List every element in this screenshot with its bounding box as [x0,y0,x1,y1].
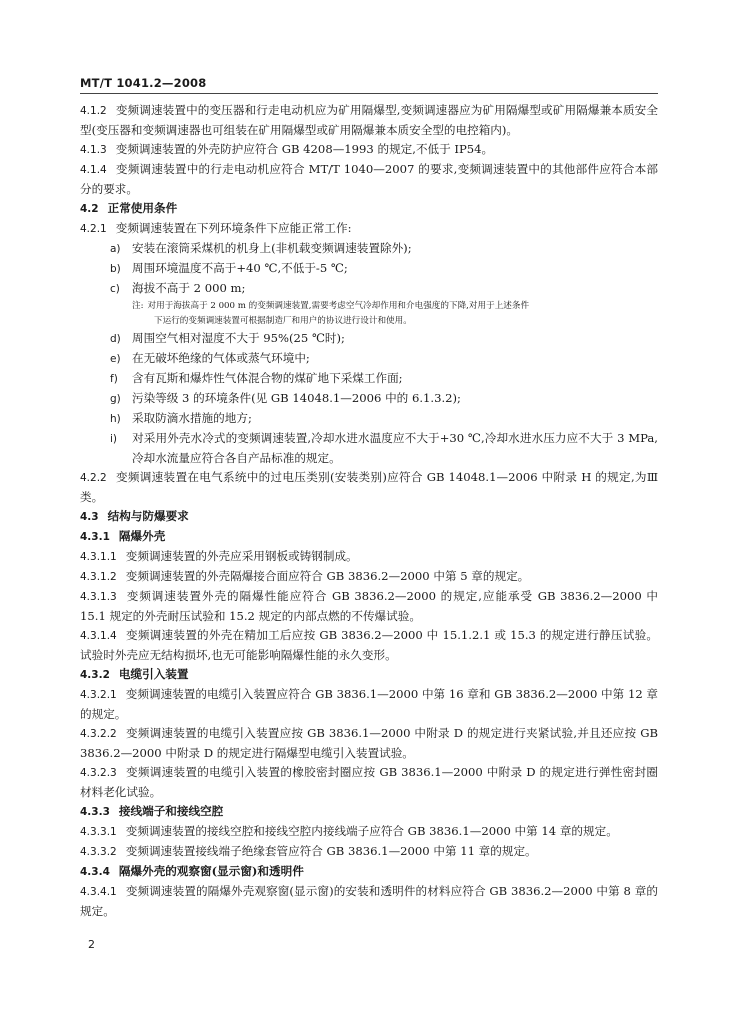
document-id-header: MT/T 1041.2—2008 [80,76,207,90]
clause-text: 变频调速装置的外壳隔爆接合面应符合 GB 3836.2—2000 中第 5 章的规定。 [125,569,530,583]
section-heading [80,527,658,547]
clause-number: 4.3.1.3 [80,591,117,603]
section-number: 4.3.3 [80,806,110,818]
clause-text: 变频调速装置在电气系统中的过电压类别(安装类别)应符合 GB 14048.1—2006 中附录 H 的规定,为Ⅲ类。 [80,470,658,504]
list-item-text: 对采用外壳水冷式的变频调速装置,冷却水进水温度应不大于+30 ℃,冷却水进水压力应不大于 3 MPa,冷却水流量应符合各自产品标准的规定。 [132,431,658,465]
clause-paragraph [80,626,658,665]
section-title: 正常使用条件 [107,201,178,215]
document-body [80,101,658,921]
section-number: 4.3.4 [80,866,110,878]
list-item [80,259,658,279]
clause-number: 4.1.2 [80,105,107,117]
clause-number: 4.1.4 [80,164,107,176]
list-item-label: a) [110,243,121,255]
list-item-text: 周围空气相对湿度不大于 95%(25 ℃时); [132,331,345,345]
list-item [80,239,658,259]
clause-text: 变频调速装置的电缆引入装置应符合 GB 3836.1—2000 中第 16 章和 GB 3836.2—2000 中第 12 章的规定。 [80,687,658,721]
note-line [80,299,658,314]
clause-paragraph [80,140,658,160]
clause-paragraph [80,547,658,567]
clause-number: 4.3.1.1 [80,551,117,563]
list-item-text: 污染等级 3 的环境条件(见 GB 14048.1—2006 中的 6.1.3.2); [132,391,461,405]
list-item [80,349,658,369]
section-title: 电缆引入装置 [118,667,189,681]
clause-number: 4.3.2.3 [80,767,117,779]
clause-number: 4.2.2 [80,472,107,484]
list-item-label: f) [110,373,118,385]
note-label: 注: [132,301,144,311]
clause-text: 变频调速装置接线端子绝缘套管应符合 GB 3836.1—2000 中第 11 章的规定。 [125,844,537,858]
section-number: 4.3.1 [80,531,110,543]
section-title: 结构与防爆要求 [107,509,189,523]
clause-paragraph [80,685,658,724]
section-number: 4.2 [80,203,99,215]
clause-number: 4.1.3 [80,144,107,156]
clause-number: 4.3.1.2 [80,571,117,583]
list-item-text: 采取防滴水措施的地方; [132,411,252,425]
note-block [80,299,658,329]
clause-paragraph [80,822,658,842]
list-item [80,329,658,349]
header-rule [80,93,658,94]
section-number: 4.3 [80,511,99,523]
clause-paragraph [80,160,658,199]
clause-number: 4.2.1 [80,223,107,235]
list-item-label: h) [110,413,121,425]
clause-text: 变频调速装置在下列环境条件下应能正常工作: [115,221,352,235]
clause-paragraph [80,219,658,239]
clause-text: 变频调速装置的电缆引入装置应按 GB 3836.1—2000 中附录 D 的规定进行夹紧试验,并且还应按 GB 3836.2—2000 中附录 D 的规定进行隔爆型电缆引入装置试验。 [80,726,658,760]
clause-text: 变频调速装置外壳的隔爆性能应符合 GB 3836.2—2000 的规定,应能承受 GB 3836.2—2000 中 15.1 规定的外壳耐压试验和 15.2 规定的内部点燃的不传爆试验。 [80,589,658,623]
list-item-label: d) [110,333,121,345]
section-heading [80,862,658,882]
list-item [80,409,658,429]
list-item [80,389,658,409]
clause-text: 变频调速装置中的变压器和行走电动机应为矿用隔爆型,变频调速器应为矿用隔爆型或矿用隔爆兼本质安全型(变压器和变频调速器也可组装在矿用隔爆型或矿用隔爆兼本质安全型的电控箱内)。 [80,103,658,137]
clause-number: 4.3.1.4 [80,630,117,642]
clause-number: 4.3.4.1 [80,886,117,898]
clause-paragraph [80,724,658,763]
list-item-label: b) [110,263,121,275]
clause-paragraph [80,882,658,921]
clause-number: 4.3.2.1 [80,689,117,701]
page-number: 2 [88,938,95,951]
list-item-text: 安装在滚筒采煤机的机身上(非机载变频调速装置除外); [132,241,412,255]
clause-text: 变频调速装置的外壳应采用钢板或铸钢制成。 [125,549,358,563]
clause-number: 4.3.3.1 [80,826,117,838]
list-item [80,369,658,389]
section-number: 4.3.2 [80,669,110,681]
list-item-text: 在无破坏绝缘的气体或蒸气环境中; [132,351,310,365]
list-item [80,279,658,299]
list-item-text: 海拔不高于 2 000 m; [132,281,246,295]
clause-text: 变频调速装置的外壳在精加工后应按 GB 3836.2—2000 中 15.1.2.1 或 15.3 的规定进行静压试验。试验时外壳应无结构损坏,也无可能影响隔爆性能的永久变形。 [80,628,658,662]
section-title: 隔爆外壳的观察窗(显示窗)和透明件 [118,864,304,878]
section-heading [80,199,658,219]
section-title: 隔爆外壳 [118,529,166,543]
list-item-label: g) [110,393,121,405]
list-item-label: e) [110,353,121,365]
note-continuation: 下运行的变频调速装置可根据制造厂和用户的协议进行设计和使用。 [154,316,412,326]
clause-paragraph [80,567,658,587]
clause-text: 变频调速装置的电缆引入装置的橡胶密封圈应按 GB 3836.1—2000 中附录 D 的规定进行弹性密封圈材料老化试验。 [80,765,658,799]
list-item-text: 周围环境温度不高于+40 ℃,不低于-5 ℃; [132,261,348,275]
list-item-label: i) [110,433,118,445]
clause-paragraph [80,587,658,626]
clause-paragraph [80,101,658,140]
clause-number: 4.3.2.2 [80,728,117,740]
note-text: 对用于海拔高于 2 000 m 的变频调速装置,需要考虑空气冷却作用和介电强度的下降,对用于上述条件 [147,301,530,311]
clause-text: 变频调速装置的外壳防护应符合 GB 4208—1993 的规定,不低于 IP54。 [115,142,494,156]
clause-text: 变频调速装置的接线空腔和接线空腔内接线端子应符合 GB 3836.1—2000 中第 14 章的规定。 [125,824,618,838]
section-heading [80,507,658,527]
clause-number: 4.3.3.2 [80,846,117,858]
section-heading [80,802,658,822]
clause-paragraph [80,468,658,507]
list-item [80,429,658,468]
clause-paragraph [80,842,658,862]
list-item-label: c) [110,283,120,295]
list-item-text: 含有瓦斯和爆炸性气体混合物的煤矿地下采煤工作面; [132,371,403,385]
section-title: 接线端子和接线空腔 [118,804,224,818]
section-heading [80,665,658,685]
clause-paragraph [80,763,658,802]
clause-text: 变频调速装置的隔爆外壳观察窗(显示窗)的安装和透明件的材料应符合 GB 3836.2—2000 中第 8 章的规定。 [80,884,658,918]
clause-text: 变频调速装置中的行走电动机应符合 MT/T 1040—2007 的要求,变频调速装置中的其他部件应符合本部分的要求。 [80,162,658,196]
